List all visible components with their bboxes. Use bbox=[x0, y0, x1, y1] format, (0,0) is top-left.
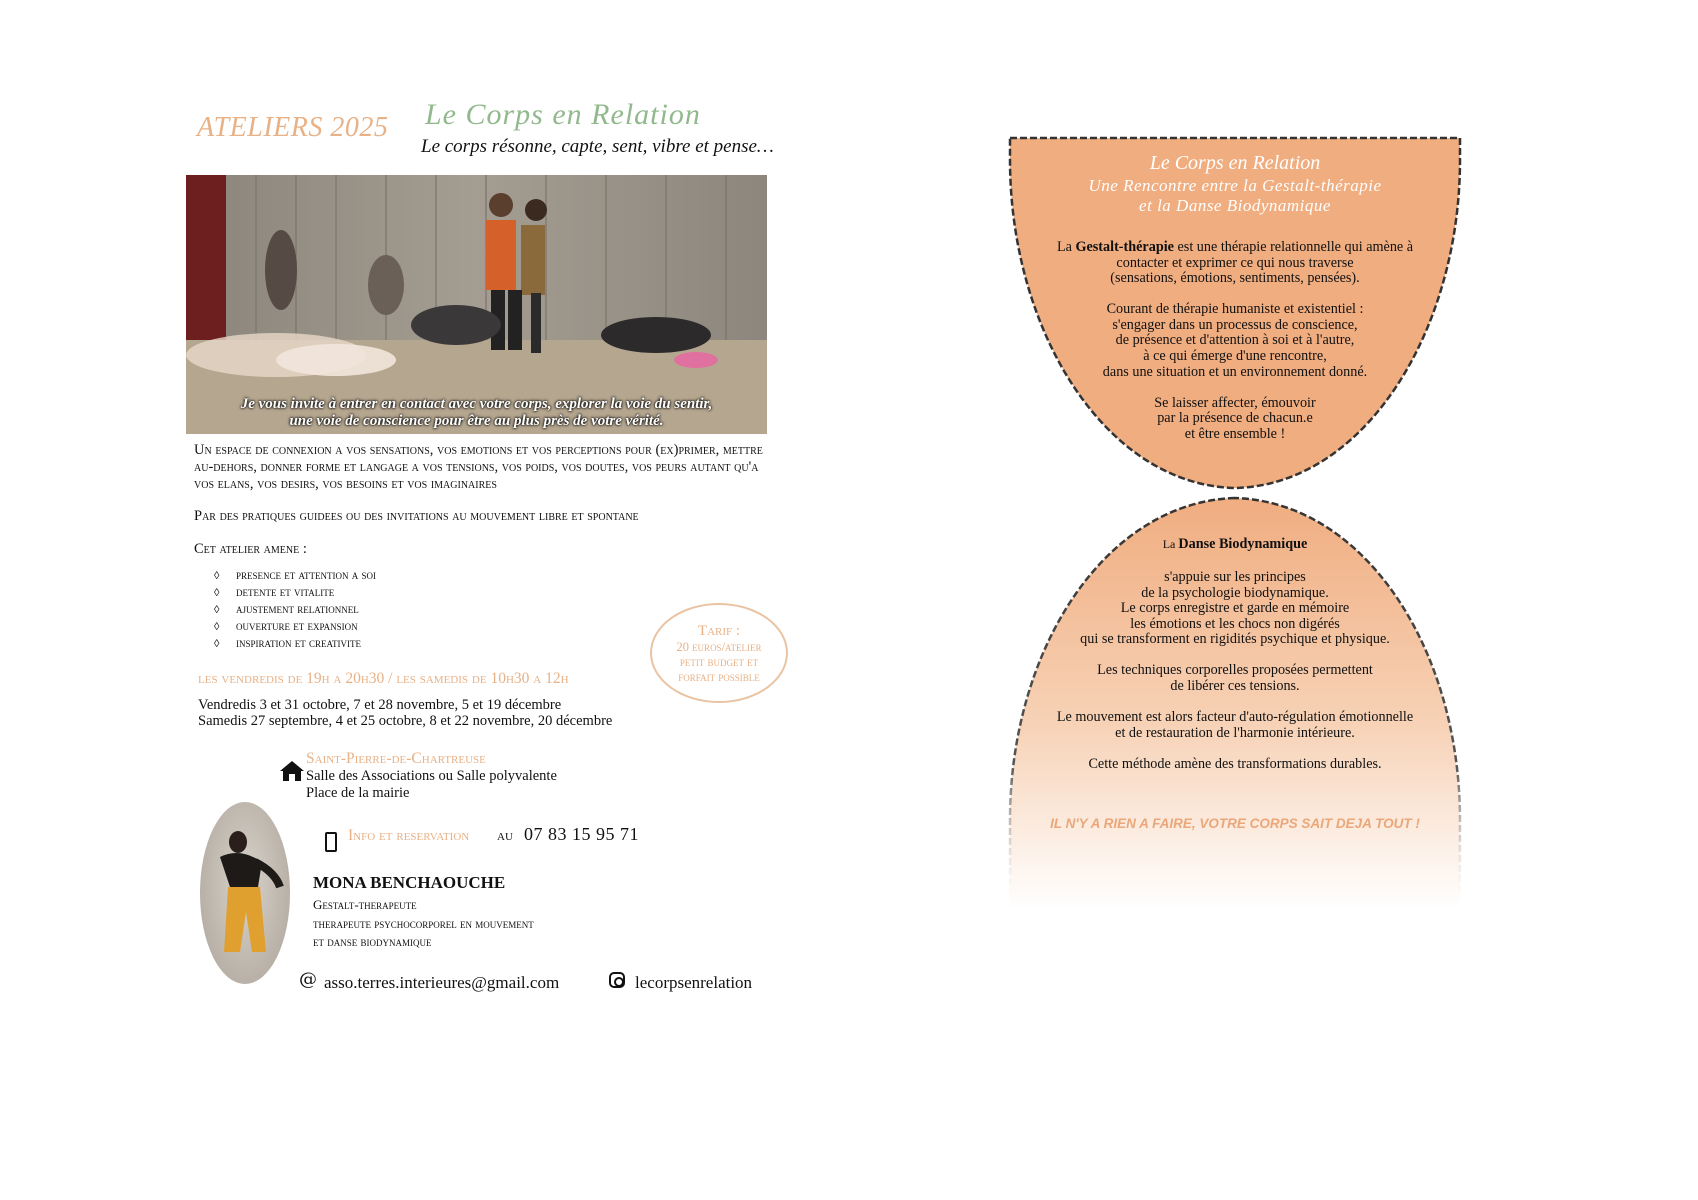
photo-caption-line: Je vous invite à entrer en contact avec votre corps, explorer la voie du sentir, bbox=[240, 396, 713, 412]
text-line: les émotions et les chocs non digérés bbox=[1130, 615, 1340, 632]
tarif-label: Tarif : bbox=[697, 623, 741, 639]
text-line: et de restauration de l'harmonie intérieure. bbox=[1115, 724, 1355, 741]
text-line: à ce qui émerge d'une rencontre, bbox=[1143, 348, 1327, 365]
text-line: Se laisser affecter, émouvoir bbox=[1154, 394, 1316, 411]
title-line: therapeute psychocorporel en mouvement bbox=[313, 915, 534, 931]
diamond-icon: ◊ bbox=[214, 638, 220, 650]
text-line: Le mouvement est alors facteur d'auto-régulation émotionnelle bbox=[1056, 709, 1414, 726]
instagram-icon bbox=[609, 972, 625, 988]
subtitle-line: et la Danse Biodynamique bbox=[1139, 196, 1331, 215]
text-line: de libérer ces tensions. bbox=[1170, 678, 1300, 695]
list-item-text: presence et attention a soi bbox=[236, 567, 376, 582]
diamond-icon: ◊ bbox=[214, 570, 220, 582]
phone-icon bbox=[325, 832, 337, 852]
tarif-badge bbox=[650, 603, 788, 703]
location-address bbox=[306, 768, 557, 802]
text-line: dans une situation et un environnement donné. bbox=[1102, 363, 1368, 380]
text-line: Le corps enregistre et garde en mémoire bbox=[1120, 600, 1350, 617]
gestalt-post: est une thérapie relationnelle qui amène à bbox=[1173, 239, 1414, 255]
intro-paragraph: Un espace de connexion a vos sensations, vos emotions et vos perceptions pour (ex)primer, mettre au-dehors, donner forme et langage a vos tensions, vos poids, vos doutes, vos peurs autant qu'a vos elans, vos desirs, vos besoins et vos imaginaires bbox=[194, 442, 763, 492]
at-icon: @ bbox=[299, 969, 317, 990]
avatar bbox=[200, 802, 290, 984]
list-item bbox=[214, 617, 376, 634]
instagram-link[interactable]: lecorpsenrelation bbox=[635, 973, 753, 992]
gestalt-description bbox=[1010, 240, 1460, 458]
danse-pre: La bbox=[1162, 537, 1179, 551]
text-line: qui se transforment en rigidités psychique et physique. bbox=[1080, 631, 1390, 648]
list-item bbox=[214, 634, 376, 651]
text-line: et être ensemble ! bbox=[1184, 425, 1286, 442]
schedule-dates bbox=[198, 697, 612, 729]
benefits-list bbox=[214, 566, 376, 651]
tarif-line: forfait possible bbox=[678, 670, 760, 684]
title-line: et danse biodynamique bbox=[313, 934, 432, 949]
ateliers-heading: ATELIERS 2025 bbox=[197, 112, 389, 143]
page-subtitle: Le corps résonne, capte, sent, vibre et pense… bbox=[421, 136, 774, 157]
text-line: de présence et d'attention à soi et à l'autre, bbox=[1115, 332, 1355, 349]
info-au: au bbox=[497, 827, 513, 844]
text-line: s'engager dans un processus de conscience, bbox=[1112, 316, 1358, 333]
text-line: par la présence de chacun.e bbox=[1157, 410, 1313, 427]
dates-line: Samedis 27 septembre, 4 et 25 octobre, 8 et 22 novembre, 20 décembre bbox=[198, 713, 613, 729]
motto: IL N'Y A RIEN A FAIRE, VOTRE CORPS SAIT DEJA TOUT ! bbox=[1050, 816, 1420, 831]
subtitle-line: Une Rencontre entre la Gestalt-thérapie bbox=[1088, 176, 1382, 195]
practice-line: Par des pratiques guidees ou des invitations au mouvement libre et spontane bbox=[194, 508, 639, 524]
list-item-text: ouverture et expansion bbox=[236, 618, 358, 633]
dates-line: Vendredis 3 et 31 octobre, 7 et 28 novembre, 5 et 19 décembre bbox=[198, 697, 562, 713]
text-line: Courant de thérapie humaniste et existentiel : bbox=[1106, 301, 1364, 318]
gestalt-pre: La bbox=[1056, 239, 1076, 255]
tarif-line: petit budget et bbox=[679, 655, 759, 669]
email-link[interactable]: asso.terres.interieures@gmail.com bbox=[324, 973, 560, 992]
text-line: contacter et exprimer ce qui nous traverse bbox=[1116, 254, 1354, 271]
gestalt-term: Gestalt-thérapie bbox=[1075, 239, 1174, 255]
list-item bbox=[214, 583, 376, 600]
instructor-name: MONA BENCHAOUCHE bbox=[313, 873, 506, 892]
list-item-text: detente et vitalite bbox=[236, 584, 335, 599]
dancer-figure bbox=[200, 802, 290, 984]
diamond-icon: ◊ bbox=[214, 621, 220, 633]
diamond-icon: ◊ bbox=[214, 604, 220, 616]
schedule-heading: les vendredis de 19h a 20h30 / les samedis de 10h30 a 12h bbox=[198, 670, 569, 687]
instructor-titles bbox=[313, 896, 534, 952]
danse-description bbox=[1010, 570, 1460, 788]
danse-heading bbox=[1010, 536, 1460, 553]
right-subtitle bbox=[1010, 176, 1460, 216]
photo-caption bbox=[186, 396, 767, 430]
page-title: Le Corps en Relation bbox=[425, 98, 701, 131]
location-title: Saint-Pierre-de-Chartreuse bbox=[306, 750, 486, 767]
right-title: Le Corps en Relation bbox=[1149, 152, 1321, 174]
dance-workshop-photo bbox=[186, 175, 767, 434]
text-line: de la psychologie biodynamique. bbox=[1141, 584, 1329, 601]
title-line: Gestalt-therapeute bbox=[313, 897, 417, 912]
text-line: Cette méthode amène des transformations durables. bbox=[1088, 755, 1382, 772]
list-item bbox=[214, 566, 376, 583]
list-item bbox=[214, 600, 376, 617]
amene-label: Cet atelier amene : bbox=[194, 541, 307, 557]
info-label: Info et reservation bbox=[348, 827, 470, 844]
tarif-line: 20 euros/atelier bbox=[676, 640, 762, 654]
house-icon bbox=[279, 759, 305, 783]
phone-number[interactable]: 07 83 15 95 71 bbox=[524, 824, 639, 844]
diamond-icon: ◊ bbox=[214, 587, 220, 599]
list-item-text: ajustement relationnel bbox=[236, 601, 359, 616]
photo-caption-line: une voie de conscience pour être au plus près de votre vérité. bbox=[289, 413, 664, 429]
text-line: Les techniques corporelles proposées permettent bbox=[1097, 662, 1373, 679]
list-item-text: inspiration et creativite bbox=[236, 635, 361, 650]
text-line: (sensations, émotions, sentiments, pensées). bbox=[1110, 270, 1360, 287]
address-line: Salle des Associations ou Salle polyvalente bbox=[306, 768, 557, 784]
danse-term: Danse Biodynamique bbox=[1178, 536, 1308, 552]
address-line: Place de la mairie bbox=[306, 785, 410, 801]
text-line: s'appuie sur les principes bbox=[1164, 569, 1306, 585]
